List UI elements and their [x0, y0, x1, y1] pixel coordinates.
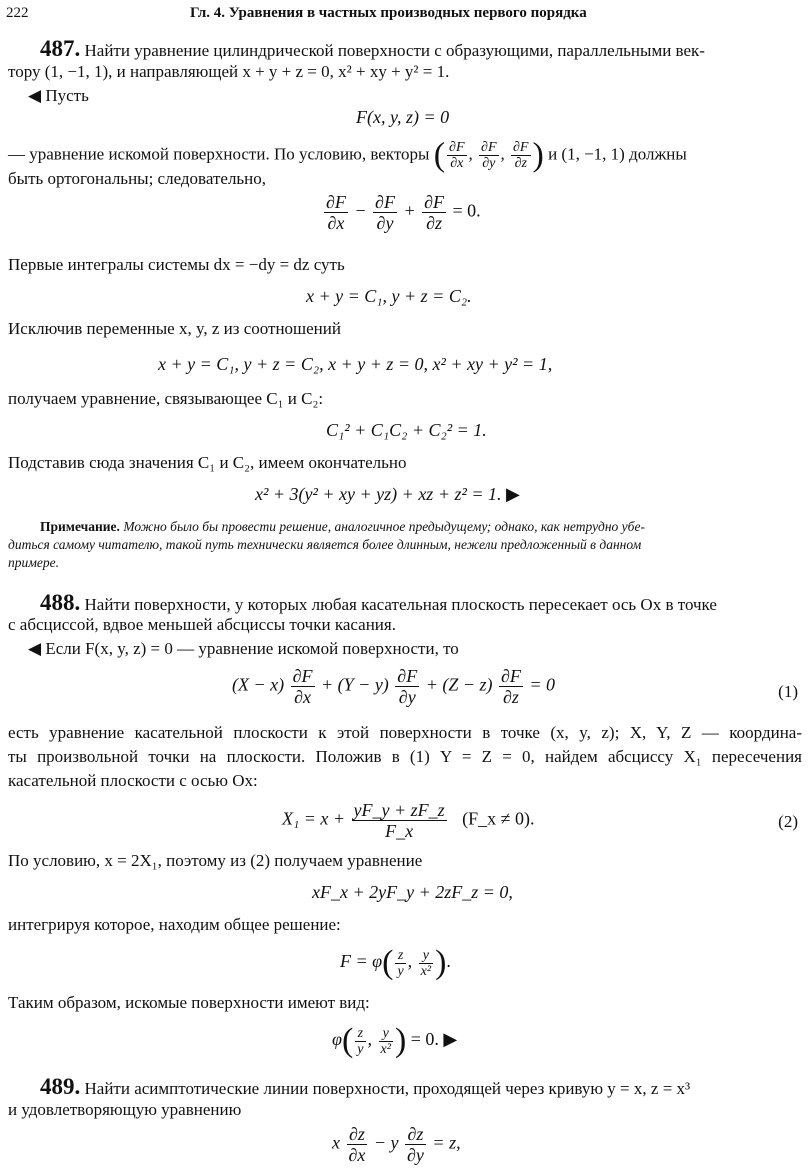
equation-489: x $\frac{\partial z}{\partial x}$ − y $\frac{\partial z}{\partial y}$ = z,	[332, 1124, 461, 1165]
solution-start: ◀ Пусть	[28, 86, 89, 105]
text-line: По условию, x = 2X₁, поэтому из (2) получаем уравнение	[8, 851, 423, 870]
equation-surfaces: φ( $\frac{z}{y}$ , $\frac{y}{\text{x²}}$ ) = 0. ▶	[332, 1022, 458, 1059]
gradient-component: $\frac{\partial F}{\partial y}$	[481, 140, 497, 171]
equation-number: (2)	[778, 812, 798, 831]
equation-number: (1)	[778, 682, 798, 701]
equation-tangent-plane: (X − x) $\frac{\partial F}{\partial x}$ + (Y − y) $\frac{\partial F}{\partial y}$ + (Z − z) $\frac{\partial F}{\partial z}$ = 0	[232, 666, 556, 707]
equation-c: C₁² + C₁C₂ + C₂² = 1.	[326, 420, 487, 440]
note: Примечание. Можно было бы провести решение, аналогичное предыдущему; однако, как нетрудно убе-	[40, 519, 645, 534]
problem-number: 487.	[40, 36, 81, 61]
equation-orthogonality: $\frac{\partial F}{\partial x}$ − $\frac{\partial F}{\partial y}$ + $\frac{\partial F}{\partial z}$ = 0.	[326, 192, 481, 233]
equation-X1: X₁ = x + $\frac{yF\_y + zF\_z}{F\_x}$ (F_x ≠ 0).	[282, 800, 535, 841]
equation-first-integrals: x + y = C₁, y + z = C₂.	[306, 286, 472, 306]
text-line: ◀ Если F(x, y, z) = 0 — уравнение искомой поверхности, то	[28, 639, 459, 658]
problem-489-statement: 489. Найти асимптотические линии поверхности, проходящей через кривую y = x, z = x³	[40, 1074, 691, 1099]
text-line: ты произвольной точки на плоскости. Положив в (1) Y = Z = 0, найдем абсциссу X₁ пересечения	[8, 747, 802, 766]
text-line: — уравнение искомой поверхности. По условию, векторы ( $\frac{\partial F}{\partial x}$ , $\frac{\partial F}{\partial y}$ , $\frac{\partial F}{\partial z}$ ) и (1, −1, 1) должны	[8, 136, 687, 174]
text-line: Подставив сюда значения C₁ и C₂, имеем окончательно	[8, 453, 407, 472]
text-line: интегрируя которое, находим общее решение:	[8, 915, 341, 934]
note-cont: диться самому читателю, такой путь технически является более длинным, нежели предложенный в данном	[8, 537, 642, 552]
equation-relations: x + y = C₁, y + z = C₂, x + y + z = 0, x² + xy + y² = 1,	[158, 354, 553, 374]
equation-final: x² + 3(y² + xy + yz) + xz + z² = 1. ▶	[255, 484, 520, 504]
equation-F: F(x, y, z) = 0	[356, 107, 450, 127]
page-number: 222	[6, 5, 29, 21]
equation-general-solution: F = φ( $\frac{z}{y}$ , $\frac{y}{\text{x²}}$ ).	[340, 944, 451, 981]
problem-488-statement-cont: с абсциссой, вдвое меньшей абсциссы точки касания.	[8, 615, 396, 634]
text-line: Первые интегралы системы dx = −dy = dz суть	[8, 255, 345, 274]
problem-488-statement: 488. Найти поверхности, у которых любая касательная плоскость пересекает ось Ox в точке	[40, 590, 717, 615]
chapter-title: Гл. 4. Уравнения в частных производных первого порядка	[190, 5, 587, 21]
gradient-component: $\frac{\partial F}{\partial z}$	[513, 140, 529, 171]
problem-489-statement-cont: и удовлетворяющую уравнению	[8, 1100, 242, 1119]
note-label: Примечание.	[40, 519, 120, 534]
text-line: Таким образом, искомые поверхности имеют вид:	[8, 993, 370, 1012]
problem-487-statement: 487. Найти уравнение цилиндрической поверхности с образующими, параллельными век-	[40, 36, 705, 61]
equation-pde: xF_x + 2yF_y + 2zF_z = 0,	[312, 882, 513, 902]
note-cont: примере.	[8, 555, 59, 570]
problem-number: 489.	[40, 1074, 81, 1099]
gradient-component: $\frac{\partial F}{\partial x}$	[449, 140, 465, 171]
text-line: быть ортогональны; следовательно,	[8, 169, 267, 188]
problem-487-statement-cont: тору (1, −1, 1), и направляющей x + y + z = 0, x² + xy + y² = 1.	[8, 62, 450, 81]
text-line: касательной плоскости с осью Ox:	[8, 771, 258, 790]
text-line: есть уравнение касательной плоскости к этой поверхности в точке (x, y, z); X, Y, Z — координа-	[8, 723, 802, 742]
text-line: Исключив переменные x, y, z из соотношений	[8, 319, 341, 338]
problem-number: 488.	[40, 590, 81, 615]
text-line: получаем уравнение, связывающее C₁ и C₂:	[8, 389, 324, 408]
